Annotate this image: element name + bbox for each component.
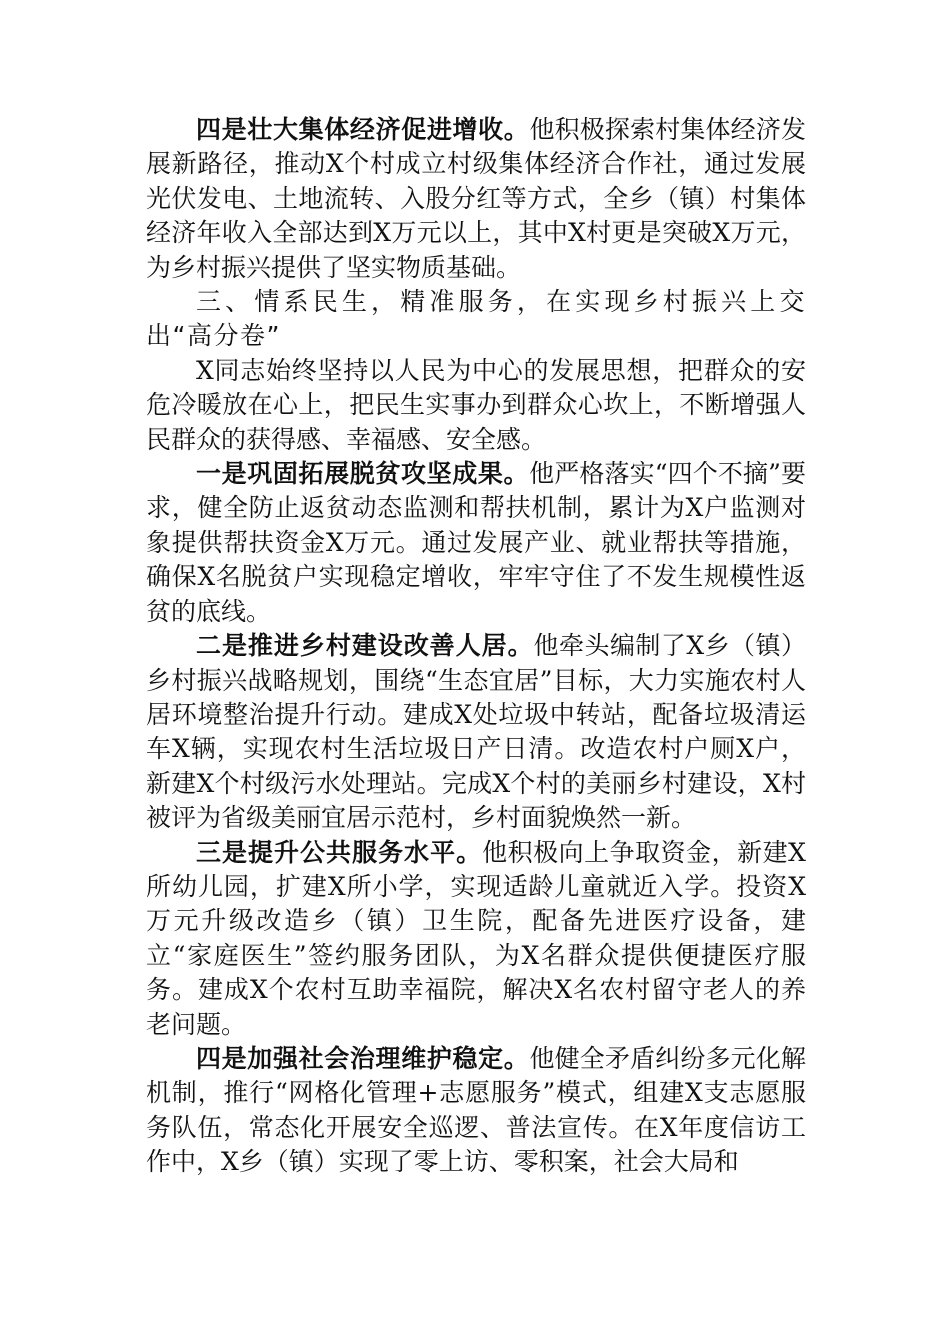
paragraph-lead: 三是提升公共服务水平。 (196, 837, 483, 867)
paragraph-poverty-alleviation (146, 457, 806, 629)
paragraph-rural-construction (146, 629, 806, 835)
paragraph-body: 他健全矛盾纠纷多元化解机制，推行“网格化管理+志愿服务”模式，组建X支志愿服务队伍，常态化开展安全巡逻、普法宣传。在X年度信访工作中，X乡（镇）实现了零上访、零积案，社会大局和 (146, 1043, 806, 1177)
paragraph-body: 他积极向上争取资金，新建X所幼儿园，扩建X所小学，实现适龄儿童就近入学。投资X万元升级改造乡（镇）卫生院，配备先进医疗设备，建立“家庭医生”签约服务团队，为X名群众提供便捷医疗服务。建成X个农村互助幸福院，解决X名农村留守老人的养老问题。 (146, 837, 806, 1039)
paragraph-lead: 四是壮大集体经济促进增收。 (196, 115, 530, 144)
document-page (146, 113, 806, 1180)
paragraph-collective-economy (146, 113, 806, 285)
paragraph-social-governance (146, 1042, 806, 1180)
paragraph-intro: X同志始终坚持以人民为中心的发展思想，把群众的安危冷暖放在心上，把民生实事办到群众心坎上，不断增强人民群众的获得感、幸福感、安全感。 (146, 355, 806, 454)
paragraph-body: 他积极探索村集体经济发展新路径，推动X个村成立村级集体经济合作社，通过发展光伏发电、土地流转、入股分红等方式，全乡（镇）村集体经济年收入全部达到X万元以上，其中X村更是突破X万元，为乡村振兴提供了坚实物质基础。 (146, 115, 806, 282)
paragraph-body: 他严格落实“四个不摘”要求，健全防止返贫动态监测和帮扶机制，累计为X户监测对象提供帮扶资金X万元。通过发展产业、就业帮扶等措施，确保X名脱贫户实现稳定增收，牢牢守住了不发生规模性返贫的底线。 (146, 459, 806, 626)
paragraph-body: 他牵头编制了X乡（镇）乡村振兴战略规划，围绕“生态宜居”目标，大力实施农村人居环境整治提升行动。建成X处垃圾中转站，配备垃圾清运车X辆，实现农村生活垃圾日产日清。改造农村户厕X户，新建X个村级污水处理站。完成X个村的美丽乡村建设，X村被评为省级美丽宜居示范村，乡村面貌焕然一新。 (146, 631, 806, 833)
paragraph-lead: 二是推进乡村建设改善人居。 (196, 631, 534, 661)
section-heading: 三、情系民生，精准服务，在实现乡村振兴上交出“高分卷” (146, 287, 806, 351)
paragraph-lead: 一是巩固拓展脱贫攻坚成果。 (196, 459, 530, 489)
paragraph-public-service (146, 836, 806, 1042)
paragraph-lead: 四是加强社会治理维护稳定。 (196, 1043, 530, 1073)
